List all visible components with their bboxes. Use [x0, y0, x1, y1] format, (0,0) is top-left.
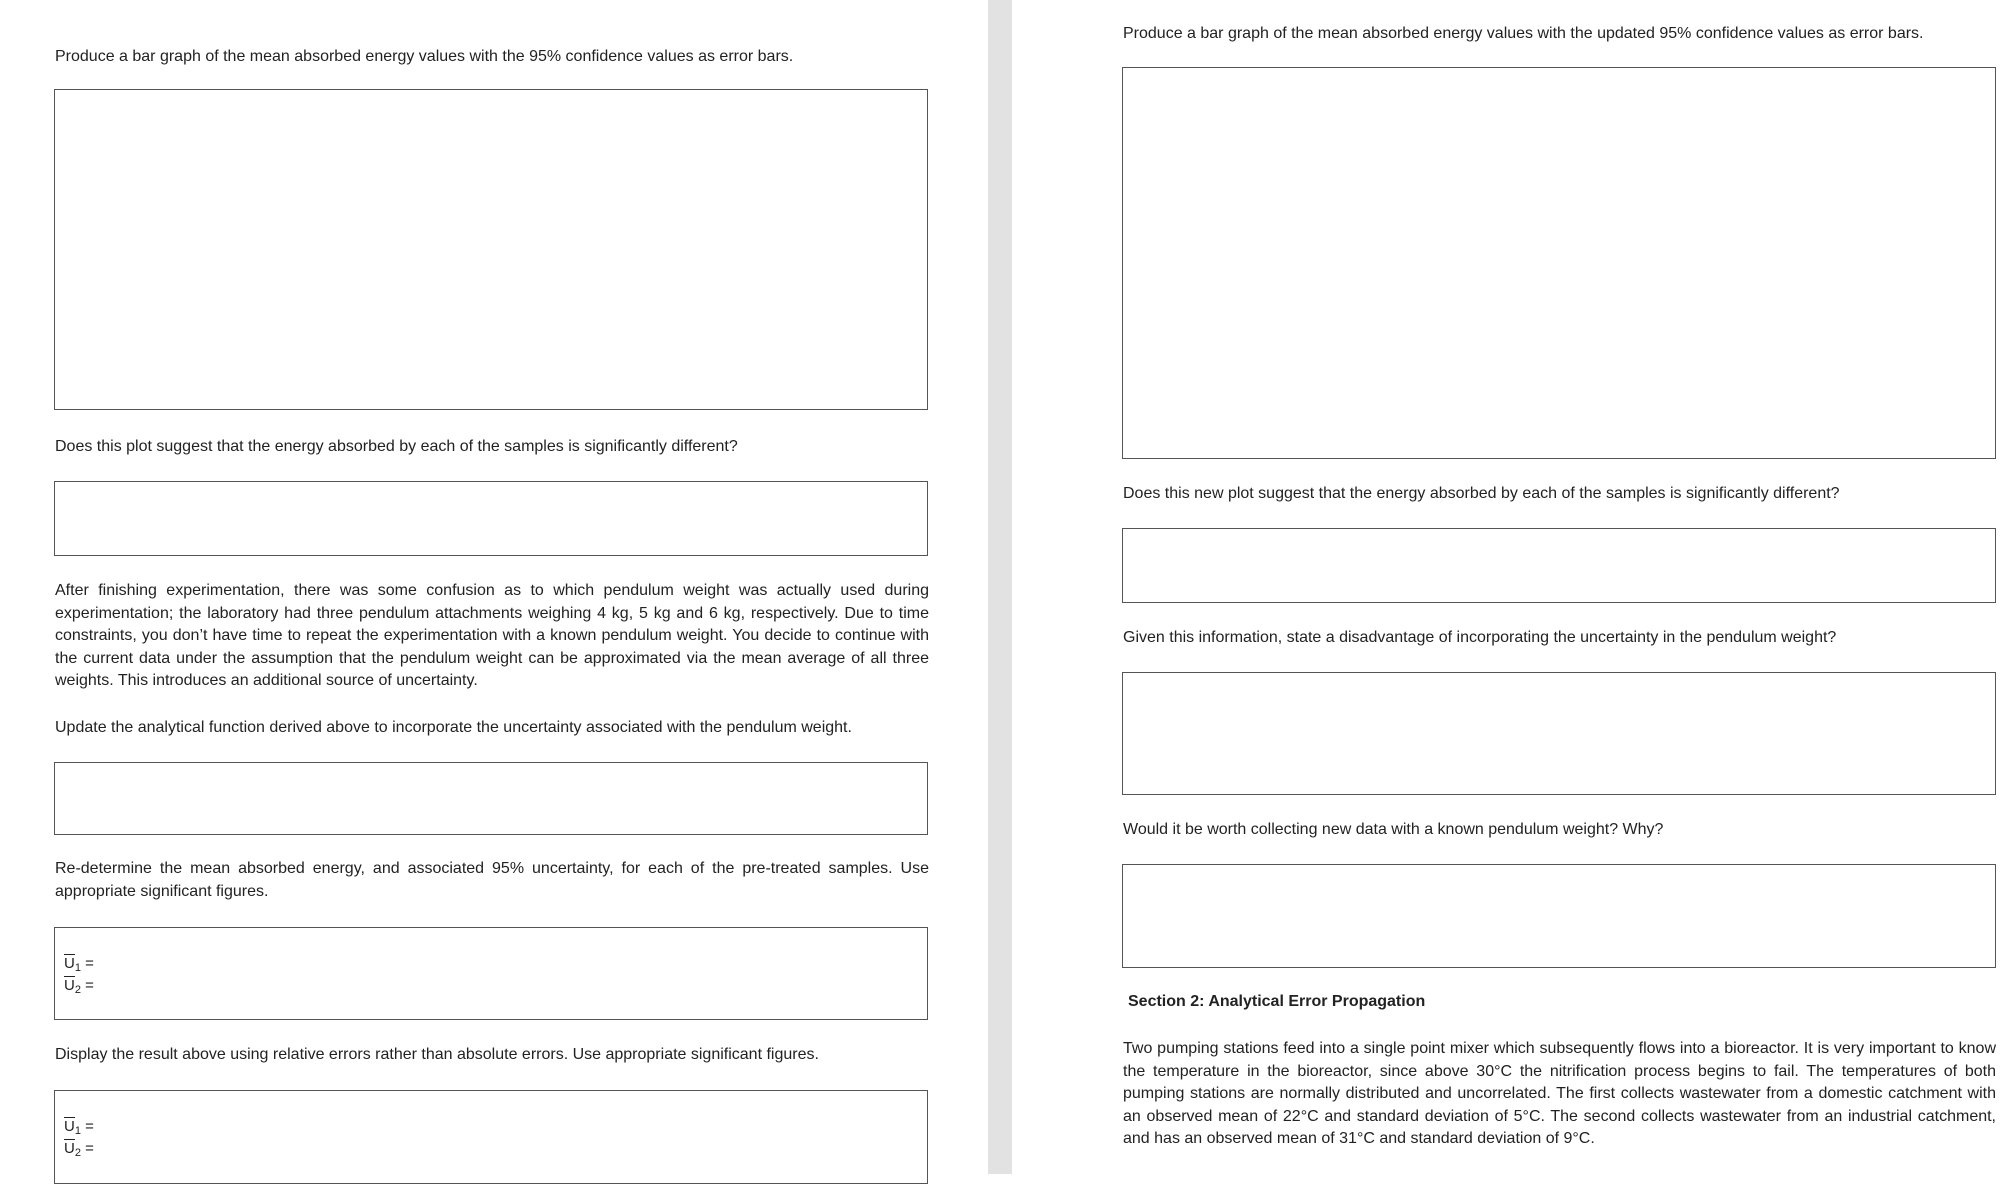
- relative-error-question: Display the result above using relative errors rather than absolute errors. Use appropriate significant figures.: [55, 1046, 819, 1063]
- right-page: [1012, 0, 2006, 1174]
- pendulum-weight-paragraph: After finishing experimentation, there was some confusion as to which pendulum weight was actually used during experimentation; the laboratory had three pendulum attachments weighing 4 kg, 5 kg and 6 kg, respectively. Due to time constraints, you don’t have time to repeat the experimentation with a known pendulum weight. You decide to continue with the current data under the assumption that the pendulum weight can be approximated via the mean average of all three weights. This introduces an additional source of uncertainty.: [55, 582, 929, 689]
- right-question-updated-bar-graph: Produce a bar graph of the mean absorbed energy values with the updated 95% confidence values as error bars.: [1123, 25, 1924, 42]
- left-page: [0, 0, 988, 1174]
- absolute-error-answer-box[interactable]: [54, 927, 928, 1020]
- disadvantage-question: Given this information, state a disadvantage of incorporating the uncertainty in the pendulum weight?: [1123, 629, 1837, 646]
- new-data-question: Would it be worth collecting new data with a known pendulum weight? Why?: [1123, 821, 1664, 838]
- new-significance-answer-box[interactable]: [1122, 528, 1996, 603]
- updated-bar-graph-answer-box[interactable]: [1122, 67, 1996, 459]
- right-question-new-significance: Does this new plot suggest that the energy absorbed by each of the samples is significantly different?: [1123, 485, 1840, 502]
- section-heading: Section 2: Analytical Error Propagation: [1128, 993, 1426, 1010]
- disadvantage-answer-box[interactable]: [1122, 672, 1996, 795]
- bar-graph-answer-box[interactable]: [54, 89, 928, 410]
- redetermine-question: Re-determine the mean absorbed energy, and associated 95% uncertainty, for each of the pre-treated samples. Use appropriate significant figures.: [55, 860, 929, 900]
- u2-equation: $U_2$ =: [64, 977, 94, 996]
- pumping-stations-paragraph: Two pumping stations feed into a single point mixer which subsequently flows into a bioreactor. It is very important to know the temperature in the bioreactor, since above 30°C the nitrification process begins to fail. The temperatures of both pumping stations are normally distributed and uncorrelated. The first collects wastewater from a domestic catchment with an observed mean of 22°C and standard deviation of 5°C. The second collects wastewater from an industrial catchment, and has an observed mean of 31°C and standard deviation of 9°C.: [1123, 1040, 1996, 1147]
- u1-relative-equation: $U_1$ =: [64, 1118, 94, 1137]
- u2-relative-equation: $U_2$ =: [64, 1140, 94, 1159]
- left-question-significance: Does this plot suggest that the energy absorbed by each of the samples is significantly different?: [55, 438, 738, 455]
- significance-answer-box[interactable]: [54, 481, 928, 556]
- new-data-answer-box[interactable]: [1122, 864, 1996, 968]
- left-question-bar-graph: Produce a bar graph of the mean absorbed energy values with the 95% confidence values as error bars.: [55, 48, 794, 65]
- relative-error-answer-box[interactable]: [54, 1090, 928, 1184]
- updated-function-answer-box[interactable]: [54, 762, 928, 835]
- page-gutter: [988, 0, 1012, 1174]
- update-function-instruction: Update the analytical function derived above to incorporate the uncertainty associated with the pendulum weight.: [55, 719, 852, 736]
- u1-equation: $U_1$ =: [64, 955, 94, 974]
